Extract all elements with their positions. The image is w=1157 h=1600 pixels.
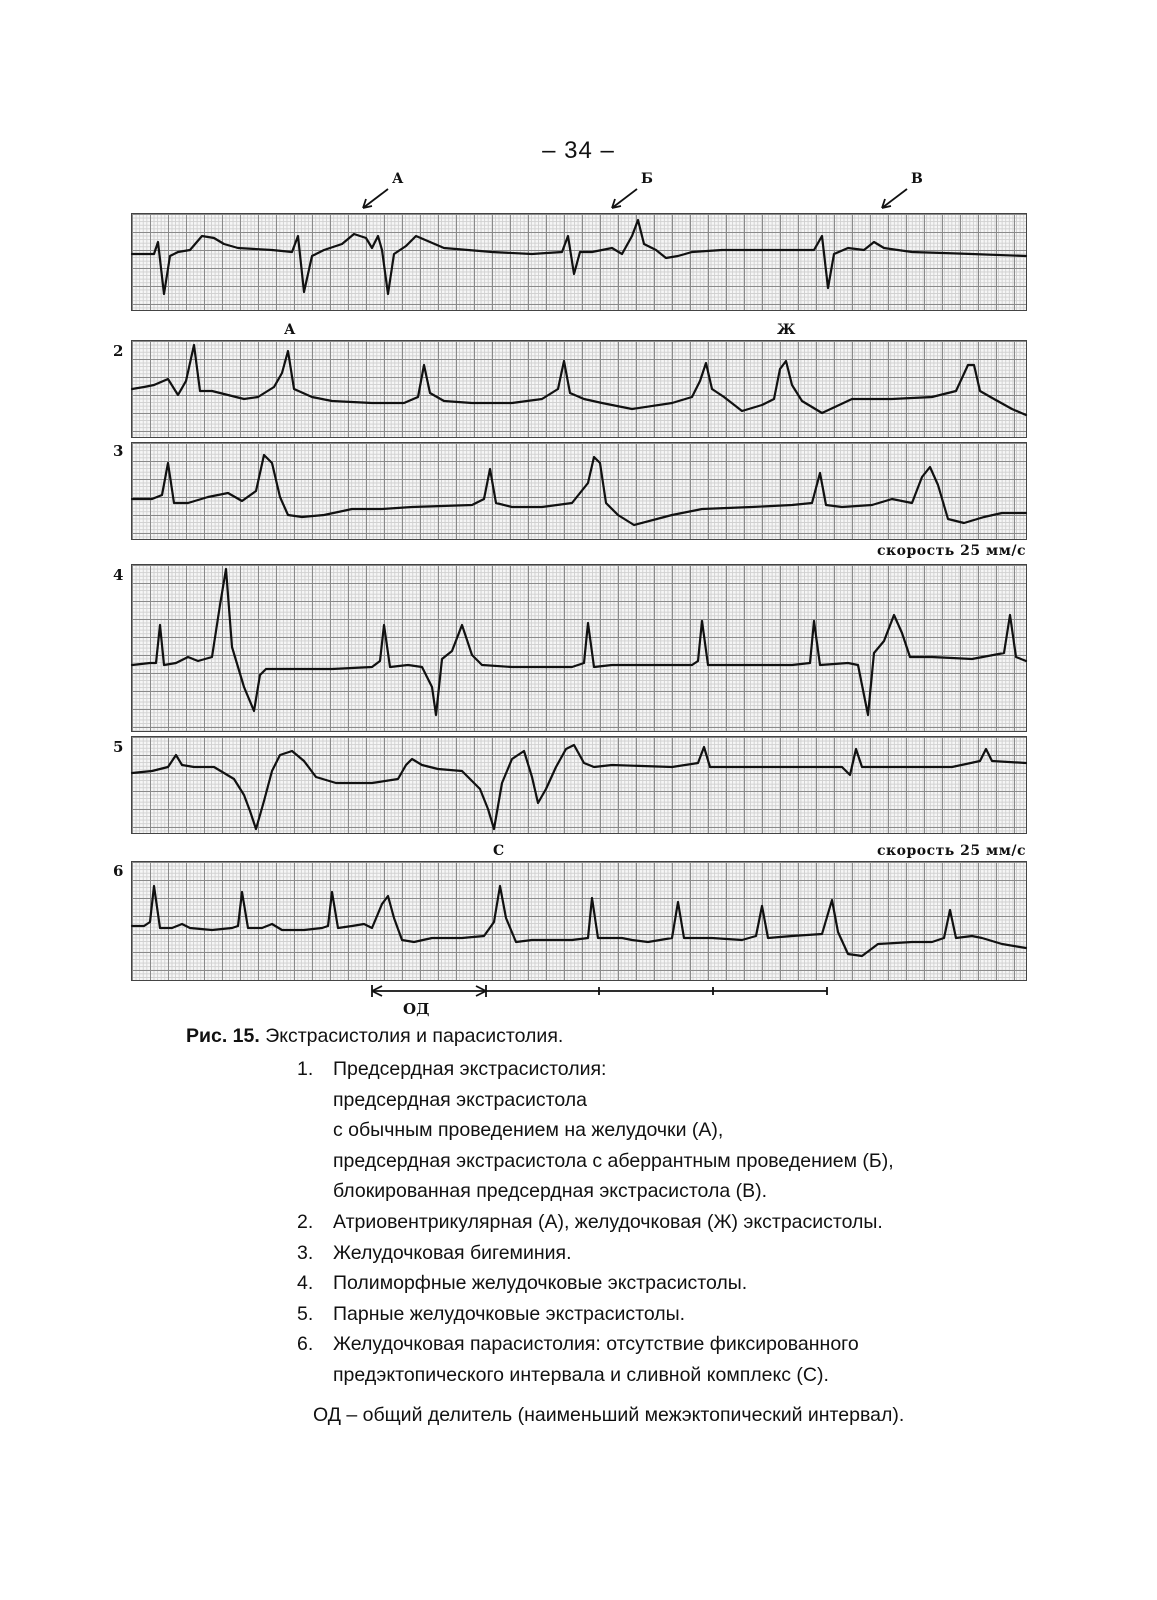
marker-b-strip-1: Б [641,171,653,187]
marker-zh-strip-2: Ж [777,322,796,338]
ecg-strip-4 [131,564,1027,732]
caption-prefix: Рис. 15. [186,1025,260,1047]
ecg-strip-3 [131,442,1027,540]
speed-label-2: скорость 25 мм/с [877,843,1026,859]
marker-a-strip-2: А [284,322,296,338]
marker-s-strip-6: С [493,843,505,859]
footnote-od: ОД – общий делитель (наименьший межэктопический интервал). [313,1404,905,1426]
ecg-trace-2 [132,341,1026,437]
strip-number-5: 5 [113,738,124,756]
marker-a-strip-1: А [392,171,404,187]
caption-title: Экстрасистолия и парасистолия. [265,1025,564,1047]
od-label: ОД [403,1000,430,1018]
page-number: – 34 – [542,137,615,164]
caption-item-4: 4. Полиморфные желудочковые экстрасистолы. [297,1272,748,1295]
ecg-trace-1 [132,214,1026,310]
strip-number-2: 2 [113,342,124,360]
caption-items [297,1054,1057,1391]
caption-item-1-line-3: с обычным проведением на желудочки (А), [333,1119,724,1142]
caption-item-1-line-4: предсердная экстрасистола с аберрантным проведением (Б), [333,1149,894,1172]
caption-item-6: 6. Желудочковая парасистолия: отсутствие фиксированного [297,1333,859,1356]
caption-item-6-line-2: предэктопического интервала и сливной комплекс (С). [333,1363,829,1386]
ecg-trace-4 [132,565,1026,731]
caption-item-1: 1. Предсердная экстрасистолия: [297,1058,607,1080]
figure-caption [186,1025,563,1048]
caption-item-1-line-2: предсердная экстрасистола [333,1088,587,1111]
strip-number-4: 4 [113,566,124,584]
od-bracket [372,985,827,997]
ecg-trace-3 [132,443,1026,539]
caption-item-1-line-5: блокированная предсердная экстрасистола (В). [333,1180,767,1203]
caption-item-2: 2. Атриовентрикулярная (А), желудочковая (Ж) экстрасистолы. [297,1210,883,1233]
ecg-trace-5 [132,737,1026,833]
caption-item-5: 5. Парные желудочковые экстрасистолы. [297,1302,686,1325]
speed-label-1: скорость 25 мм/с [877,543,1026,559]
ecg-strip-1 [131,213,1027,311]
ecg-trace-6 [132,862,1026,980]
caption-item-3: 3. Желудочковая бигеминия. [297,1241,572,1264]
strip-number-3: 3 [113,442,124,460]
ecg-strip-2 [131,340,1027,438]
strip-number-6: 6 [113,862,124,880]
ecg-strip-5 [131,736,1027,834]
arrow-a-icon [363,189,388,208]
ecg-strip-6 [131,861,1027,981]
marker-v-strip-1: В [911,171,923,187]
arrow-b-icon [612,189,637,208]
arrow-v-icon [882,189,907,208]
